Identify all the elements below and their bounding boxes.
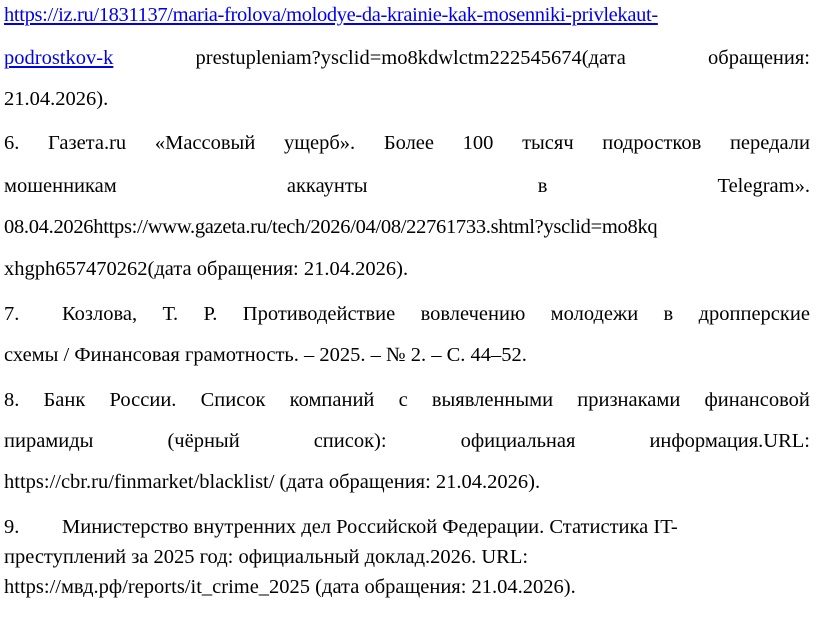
ref6-line3 [4,215,810,239]
ref7-text: схемы / Финансовая грамотность. – 2025. – № 2. – С. 44–52. [4,344,527,366]
ref8-text: https://cbr.ru/finmarket/blacklist/ (дата обращения: 21.04.2026). [4,471,541,493]
ref9-line2 [4,545,810,569]
ref6-word: ущерб». [283,132,356,154]
ref5-line3 [4,87,810,111]
ref6-word: 6. [4,132,20,154]
ref7-number: 7. [4,303,20,325]
ref6-word: в [537,175,548,197]
ref8-word: (чёрный [167,430,240,452]
ref6-word: «Массовый [154,132,256,154]
ref8-word: компаний [289,389,375,411]
ref6-url-text: 08.04.2026https://www.gazeta.ru/tech/2026/04/08/22761733.shtml?ysclid=mo8kq [4,216,658,238]
ref7-word: вовлечению [420,303,526,325]
ref9-line1 [4,515,810,539]
ref9-text: https://мвд.рф/reports/it_crime_2025 (дата обращения: 21.04.2026). [4,576,576,598]
ref7-word: Т. [162,303,179,325]
ref8-word: Список [200,389,266,411]
iz-ru-link-continued[interactable]: podrostkov-k [4,47,114,69]
ref8-word: признаками [577,389,681,411]
ref5-line1 [4,3,810,27]
ref7-word: Козлова, [62,303,138,325]
ref6-word: аккаунты [286,175,368,197]
ref6-line4 [4,257,810,281]
ref5-line2 [4,46,810,70]
ref8-word: пирамиды [4,430,94,452]
ref5-text: обращения: [708,47,810,69]
ref8-line2 [4,429,810,453]
ref5-date: 21.04.2026). [4,88,109,110]
ref6-word: Telegram». [717,175,810,197]
ref7-line1 [4,302,810,326]
ref7-word: дропперские [698,303,810,325]
ref9-number: 9. [4,516,20,538]
iz-ru-link[interactable]: https://iz.ru/1831137/maria-frolova/molodye-da-krainie-kak-mosenniki-privlekaut- [4,4,658,26]
ref9-text: Министерство внутренних дел Российской Федерации. Статистика IT- [62,516,678,538]
ref6-word: Газета.ru [48,132,127,154]
ref6-line2 [4,174,810,198]
ref9-line3 [4,575,810,599]
ref8-word: 8. [4,389,20,411]
ref8-word: России. [109,389,177,411]
ref9-text: преступлений за 2025 год: официальный доклад.2026. URL: [4,546,529,568]
ref8-word: официальная [460,430,576,452]
ref6-word: 100 [462,132,494,154]
ref5-text: prestupleniam?ysclid=mo8kdwlctm222545674(дата [195,47,626,69]
ref6-line1 [4,131,810,155]
ref6-word: тысяч [522,132,574,154]
ref7-line2 [4,343,810,367]
ref8-word: информация.URL: [649,430,810,452]
ref7-word: Р. [203,303,218,325]
ref8-word: финансовой [704,389,810,411]
ref6-word: Более [383,132,434,154]
ref6-word: подростков [602,132,702,154]
ref6-word: мошенникам [4,175,117,197]
ref6-url-text: xhgph657470262(дата обращения: 21.04.2026). [4,258,409,280]
ref7-word: молодежи [550,303,639,325]
ref8-line1 [4,388,810,412]
ref7-word: в [663,303,674,325]
ref8-word: с [398,389,408,411]
ref6-word: передали [729,132,810,154]
ref7-text [62,302,810,326]
ref8-word: Банк [43,389,86,411]
ref8-word: выявленными [431,389,554,411]
ref8-line3 [4,470,810,494]
ref8-word: список): [313,430,387,452]
ref7-word: Противодействие [242,303,396,325]
